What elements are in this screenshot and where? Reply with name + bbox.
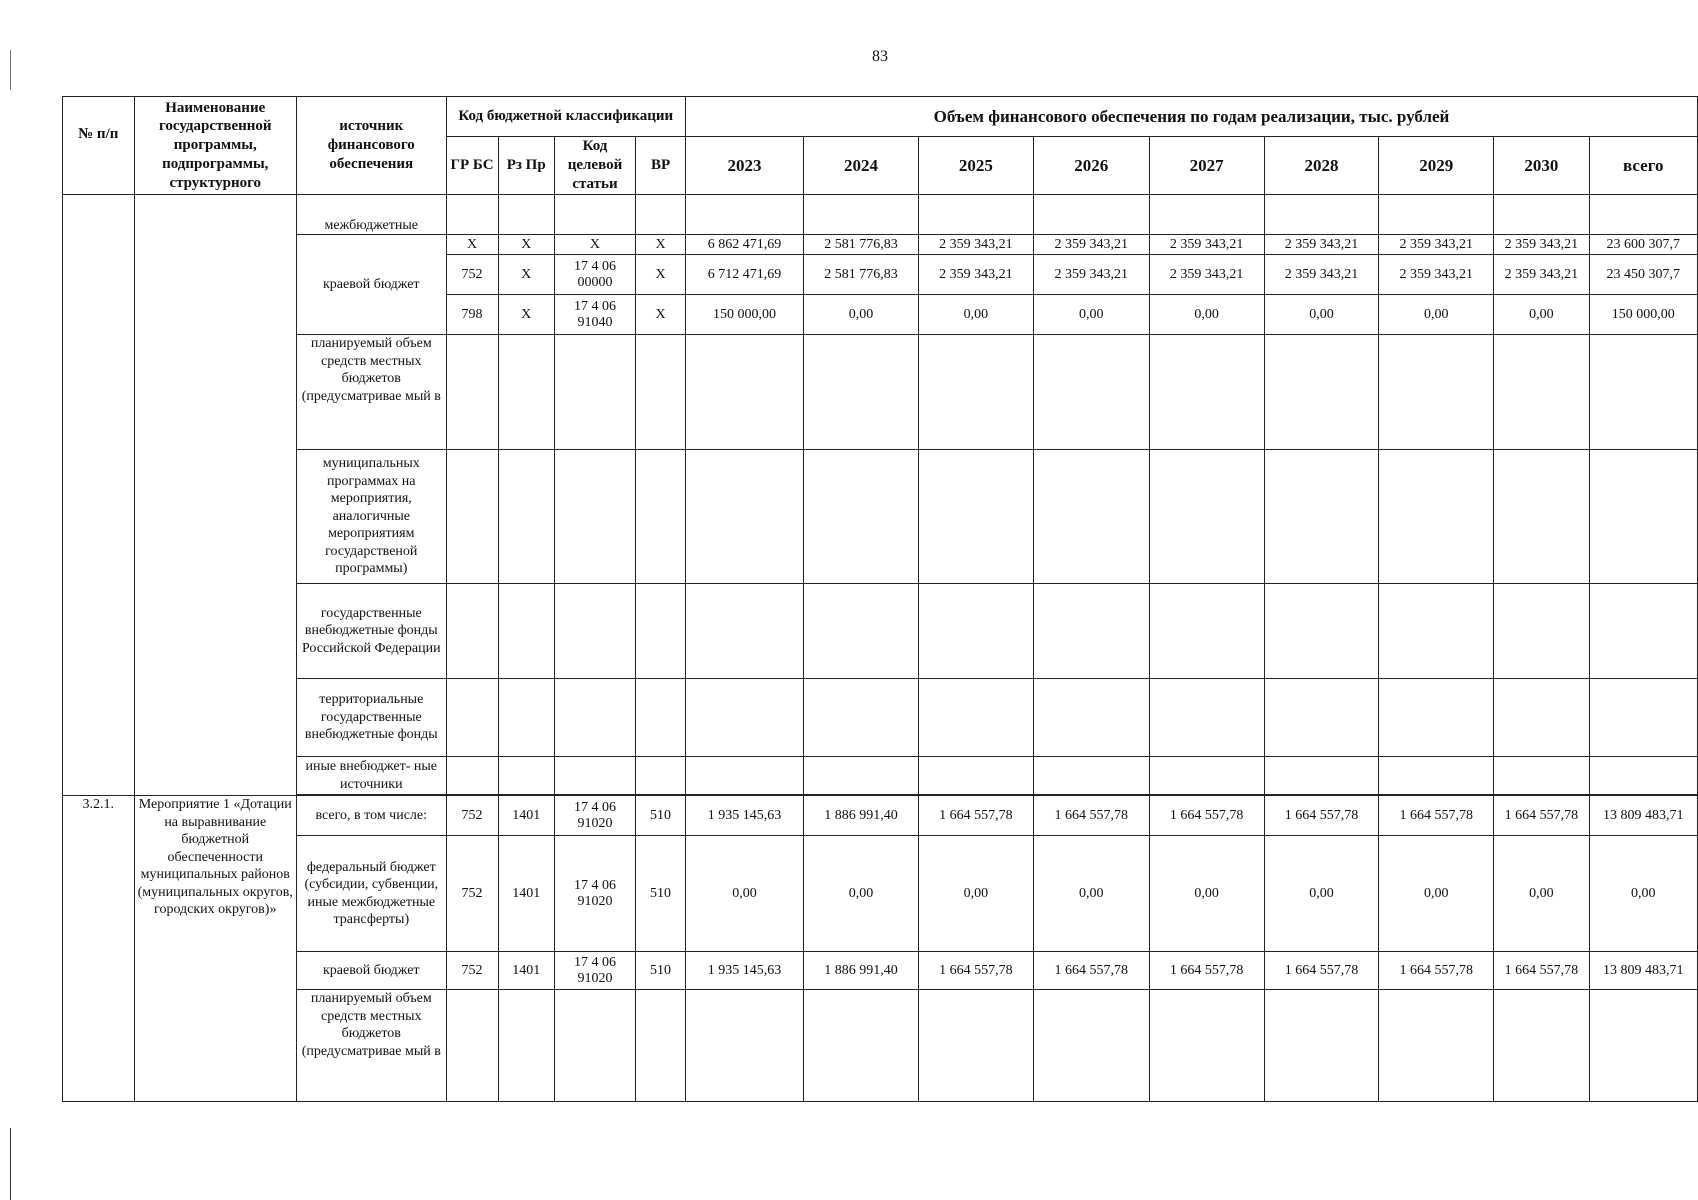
cell-other-sources: иные внебюджет- ные источники	[297, 757, 447, 795]
header-year-2026: 2026	[1033, 137, 1149, 195]
cell-item-name: Мероприятие 1 «Дотации на выравнивание бюджетной обеспеченности муниципальных районов (муниципальных округов, городских округов)»	[134, 796, 297, 1102]
cell-territorial-funds: территориальные государственные внебюджетные фонды	[297, 679, 447, 757]
header-year-2027: 2027	[1149, 137, 1264, 195]
table-row: 752 X 17 4 06 00000 X 6 712 471,69 2 581 776,83 2 359 343,21 2 359 343,21 2 359 343,21 2 359 343,21 2 359 343,21 2 359 343,21 23 450 307,7	[63, 255, 1698, 295]
page-number: 83	[872, 48, 888, 65]
header-volume-group: Объем финансового обеспечения по годам реализации, тыс. рублей	[685, 97, 1697, 137]
header-rzpr: Рз Пр	[498, 137, 554, 195]
header-total: всего	[1589, 137, 1697, 195]
table-row	[63, 679, 1698, 757]
table-row: 798 X 17 4 06 91040 X 150 000,00 0,00 0,00 0,00 0,00 0,00 0,00 0,00 150 000,00	[63, 295, 1698, 335]
header-kcs: Код целевой статьи	[554, 137, 635, 195]
header-num: № п/п	[63, 97, 135, 195]
cell-state-funds: государственные внебюджетные фонды Российской Федерации	[297, 584, 447, 679]
table-row	[63, 195, 1698, 235]
table-row: краевой бюджет 752 1401 17 4 06 91020 510 1 935 145,63 1 886 991,40 1 664 557,78 1 664 557,78 1 664 557,78 1 664 557,78 1 664 557,78 1 664 557,78 13 809 483,71	[63, 952, 1698, 990]
header-row-1	[63, 97, 1698, 137]
header-name: Наименование государственной программы, подпрограммы, структурного	[134, 97, 297, 195]
header-year-2023: 2023	[685, 137, 803, 195]
table-row	[63, 335, 1698, 450]
cell-planned-local-1: планируемый объем средств местных бюджетов (предусматривае мый в	[297, 335, 447, 450]
table-row	[63, 757, 1698, 795]
cell-kraevoy-label: краевой бюджет	[297, 235, 447, 335]
header-year-2024: 2024	[804, 137, 919, 195]
table-row: федеральный бюджет (субсидии, субвенции, иные межбюджетные трансферты) 752 1401 17 4 06 91020 510 0,00 0,00 0,00 0,00 0,00 0,00 0,00 0,00 0,00	[63, 836, 1698, 952]
binding-line	[10, 1128, 11, 1200]
cell-num-empty	[63, 195, 135, 796]
table-row	[63, 450, 1698, 584]
header-year-2025: 2025	[918, 137, 1033, 195]
header-year-2029: 2029	[1379, 137, 1494, 195]
financing-table	[62, 96, 1698, 1102]
header-year-2028: 2028	[1264, 137, 1379, 195]
header-year-2030: 2030	[1494, 137, 1589, 195]
cell-name-empty	[134, 195, 297, 796]
header-source: источник финансового обеспечения	[297, 97, 447, 195]
table-row	[63, 584, 1698, 679]
header-vr: ВР	[636, 137, 686, 195]
header-grbs: ГР БС	[446, 137, 498, 195]
table-row: 3.2.1. Мероприятие 1 «Дотации на выравнивание бюджетной обеспеченности муниципальных районов (муниципальных округов, городских округов)» всего, в том числе: 752 1401 17 4 06 91020 510 1 935 145,63 1 886 991,40 1 664 557,78 1 664 557,78 1 664 557,78 1 664 557,78 1 664 557,78 1 664 557,78 13 809 483,71	[63, 796, 1698, 836]
table-row: планируемый объем средств местных бюджетов (предусматривае мый в	[63, 990, 1698, 1102]
cell-mezhbudget-fragment: межбюджетные	[297, 195, 447, 235]
cell-planned-local-2: муниципальных программах на мероприятия, аналогичные мероприятиям государственой программы)	[297, 450, 447, 584]
cell-item-num: 3.2.1.	[63, 796, 135, 1102]
header-code-group: Код бюджетной классификации	[446, 97, 685, 137]
table-row: краевой бюджет X X X X 6 862 471,69 2 581 776,83 2 359 343,21 2 359 343,21 2 359 343,21 2 359 343,21 2 359 343,21 2 359 343,21 23 600 307,7	[63, 235, 1698, 255]
